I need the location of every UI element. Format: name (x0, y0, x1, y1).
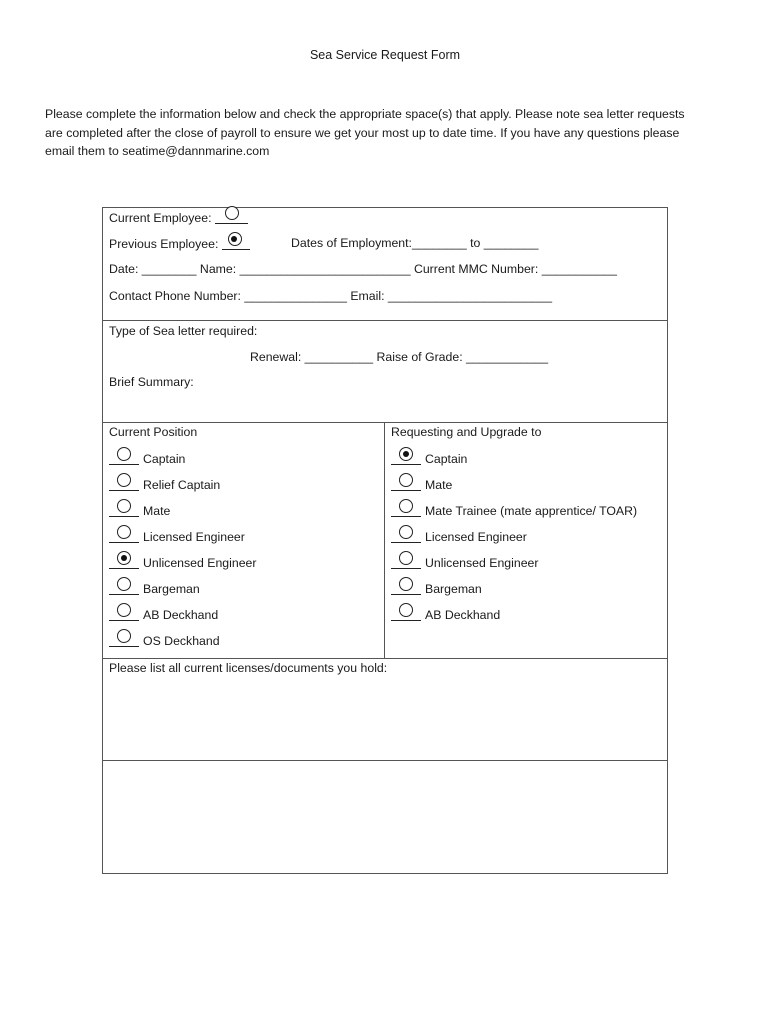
previous-employee-radio[interactable] (228, 232, 242, 246)
sea-letter-type-label: Type of Sea letter required: (109, 324, 258, 338)
current-employee-radio[interactable] (225, 206, 239, 220)
upgrade-option[interactable] (391, 450, 467, 467)
current-position-radio[interactable] (117, 447, 131, 461)
upgrade-radio[interactable] (399, 577, 413, 591)
upgrade-option-label: Bargeman (425, 582, 482, 596)
current-position-radio[interactable] (117, 499, 131, 513)
upgrade-radio[interactable] (399, 525, 413, 539)
upgrade-radio[interactable] (399, 603, 413, 617)
upgrade-option-label: Captain (425, 452, 468, 466)
licenses-entry-area[interactable] (102, 760, 668, 874)
current-position-option-label: Captain (143, 452, 186, 466)
current-position-radio[interactable] (117, 551, 131, 565)
upgrade-option[interactable] (391, 476, 452, 493)
upgrade-option[interactable] (391, 502, 637, 519)
upgrade-radio[interactable] (399, 447, 413, 461)
current-position-option[interactable] (109, 554, 256, 571)
date-name-mmc-fields[interactable]: Date: ________ Name: _________________________ Current MMC Number: ___________ (109, 262, 617, 276)
previous-employee-label: Previous Employee: (109, 237, 219, 251)
column-divider (384, 422, 385, 658)
employee-section (102, 207, 668, 321)
form-title: Sea Service Request Form (309, 48, 461, 62)
upgrade-radio[interactable] (399, 499, 413, 513)
current-position-radio[interactable] (117, 473, 131, 487)
instructions-line: email them to seatime@dannmarine.com (45, 144, 270, 158)
current-position-option[interactable] (109, 528, 245, 545)
current-position-option-label: Bargeman (143, 582, 200, 596)
upgrade-option-label: Mate Trainee (mate apprentice/ TOAR) (425, 504, 638, 518)
upgrade-option[interactable] (391, 580, 482, 597)
positions-section (102, 422, 668, 659)
upgrade-option[interactable] (391, 554, 538, 571)
current-position-option-label: OS Deckhand (143, 634, 220, 648)
sea-letter-section (102, 320, 668, 423)
current-position-option-label: Licensed Engineer (143, 530, 245, 544)
upgrade-header: Requesting and Upgrade to (391, 425, 542, 439)
upgrade-option-label: Unlicensed Engineer (425, 556, 539, 570)
current-position-radio[interactable] (117, 629, 131, 643)
current-position-option[interactable] (109, 450, 185, 467)
instructions-line: Please complete the information below and check the appropriate space(s) that apply. Please note sea letter requests (45, 107, 685, 121)
licenses-label: Please list all current licenses/documents you hold: (109, 661, 388, 675)
current-position-header: Current Position (109, 425, 198, 439)
upgrade-option[interactable] (391, 606, 500, 623)
instructions (45, 105, 725, 161)
dates-of-employment-field[interactable]: Dates of Employment:________ to ________ (291, 236, 539, 250)
current-position-radio[interactable] (117, 577, 131, 591)
current-position-option[interactable] (109, 502, 170, 519)
instructions-line: are completed after the close of payroll to ensure we get your most up to date time. If you have any questions please (45, 125, 680, 140)
current-position-option[interactable] (109, 476, 220, 493)
current-employee-label: Current Employee: (109, 211, 212, 225)
current-position-option-label: Mate (143, 504, 171, 518)
contact-email-fields[interactable]: Contact Phone Number: _______________ Email: ________________________ (109, 289, 553, 303)
upgrade-radio[interactable] (399, 551, 413, 565)
current-position-option[interactable] (109, 606, 218, 623)
licenses-section (102, 658, 668, 761)
upgrade-option[interactable] (391, 528, 527, 545)
upgrade-option-label: Licensed Engineer (425, 530, 527, 544)
upgrade-option-label: AB Deckhand (425, 608, 501, 622)
current-position-option[interactable] (109, 632, 220, 649)
upgrade-radio[interactable] (399, 473, 413, 487)
renewal-raise-fields[interactable]: Renewal: __________ Raise of Grade: ____________ (250, 350, 549, 364)
brief-summary-label: Brief Summary: (109, 375, 194, 389)
upgrade-option-label: Mate (425, 478, 453, 492)
current-position-option-label: AB Deckhand (143, 608, 219, 622)
current-position-option[interactable] (109, 580, 200, 597)
current-position-option-label: Relief Captain (143, 478, 221, 492)
current-position-option-label: Unlicensed Engineer (143, 556, 257, 570)
current-position-radio[interactable] (117, 603, 131, 617)
current-position-radio[interactable] (117, 525, 131, 539)
